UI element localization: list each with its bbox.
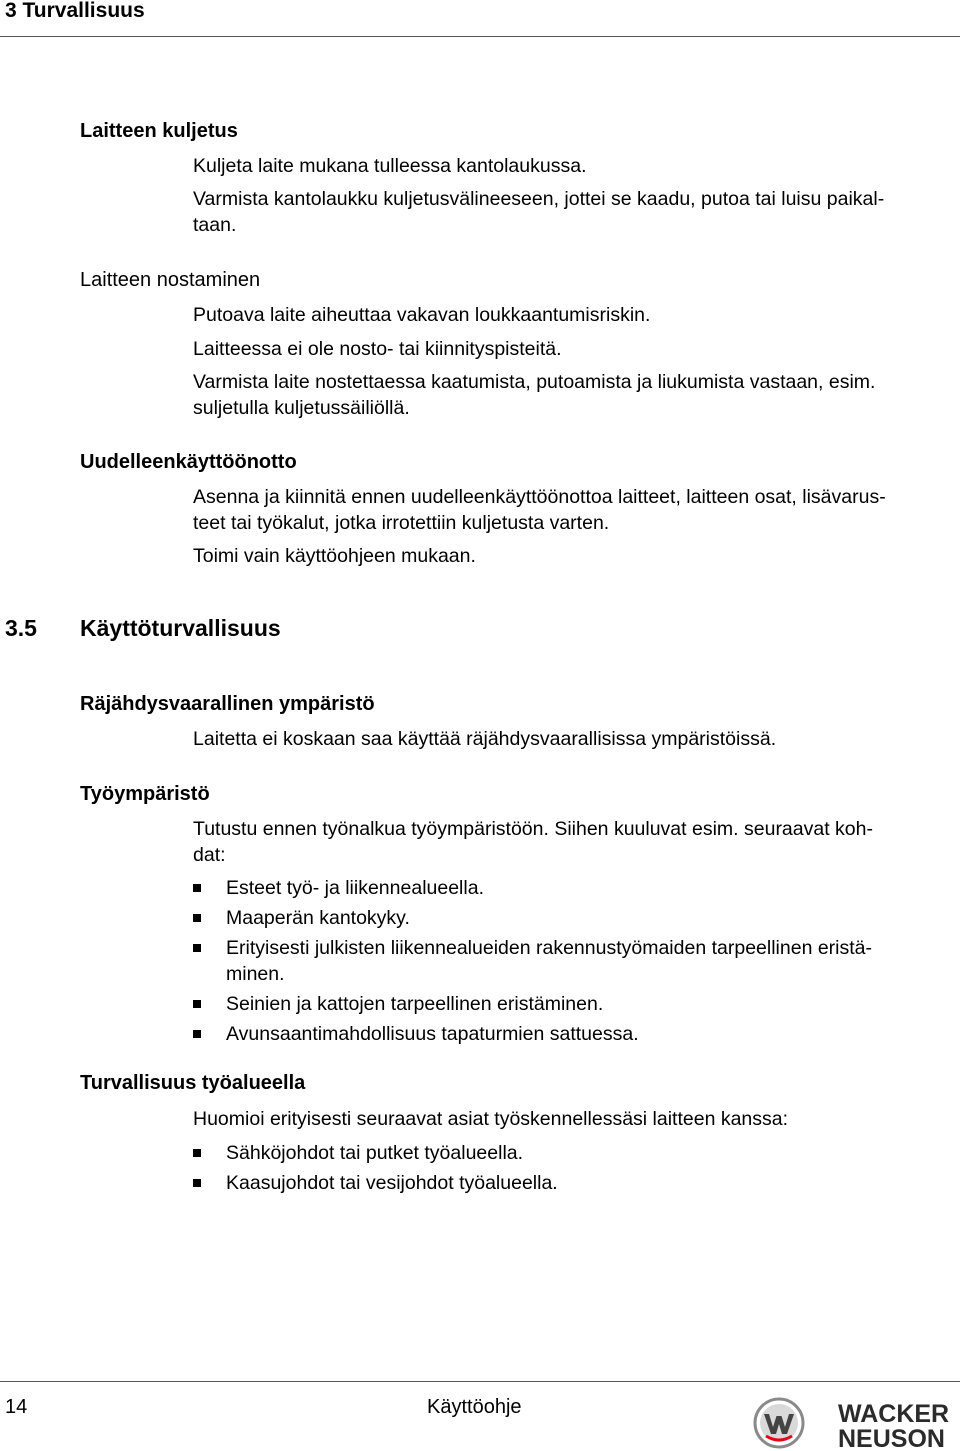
bullet-square-icon bbox=[193, 944, 201, 952]
bullet-square-icon bbox=[193, 1000, 201, 1008]
paragraph: Varmista laite nostettaessa kaatumista, putoamista ja liukumista vastaan, esim. bbox=[193, 371, 876, 393]
paragraph: Laitteessa ei ole nosto- tai kiinnityspisteitä. bbox=[193, 338, 562, 360]
heading-rajahdysvaarallinen-ymparisto: Räjähdysvaarallinen ympäristö bbox=[80, 693, 375, 715]
document-title: Käyttöohje bbox=[427, 1396, 522, 1418]
section-title: Käyttöturvallisuus bbox=[80, 615, 281, 641]
bullet-square-icon bbox=[193, 884, 201, 892]
heading-uudelleenkayttoonotto: Uudelleenkäyttöönotto bbox=[80, 451, 297, 473]
paragraph: Laitetta ei koskaan saa käyttää räjähdysvaarallisissa ympäristöissä. bbox=[193, 728, 777, 750]
paragraph: suljetulla kuljetussäiliöllä. bbox=[193, 397, 410, 419]
bullet-square-icon bbox=[193, 1179, 201, 1187]
logo-line-1: WACKER bbox=[838, 1400, 950, 1428]
logo-line-2: NEUSON bbox=[838, 1425, 945, 1451]
page-number: 14 bbox=[5, 1396, 28, 1418]
heading-laitteen-nostaminen: Laitteen nostaminen bbox=[80, 269, 261, 291]
paragraph: taan. bbox=[193, 214, 237, 236]
chapter-heading: 3 Turvallisuus bbox=[5, 0, 145, 22]
paragraph: teet tai työkalut, jotka irrotettiin kuljetusta varten. bbox=[193, 512, 610, 534]
heading-turvallisuus-tyoalueella: Turvallisuus työalueella bbox=[80, 1072, 306, 1094]
paragraph: Toimi vain käyttöohjeen mukaan. bbox=[193, 545, 476, 567]
section-number: 3.5 bbox=[5, 615, 37, 641]
paragraph: Asenna ja kiinnitä ennen uudelleenkäyttöönottoa laitteet, laitteen osat, lisävarus- bbox=[193, 486, 886, 508]
header-divider bbox=[0, 36, 960, 37]
heading-tyoymparisto: Työympäristö bbox=[80, 783, 210, 805]
paragraph: Kuljeta laite mukana tulleessa kantolaukussa. bbox=[193, 155, 587, 177]
footer-divider bbox=[0, 1381, 960, 1382]
logo-w-emblem-icon bbox=[755, 1399, 803, 1447]
bullet-square-icon bbox=[193, 1030, 201, 1038]
heading-laitteen-kuljetus: Laitteen kuljetus bbox=[80, 120, 238, 142]
wacker-neuson-logo bbox=[752, 1396, 960, 1451]
paragraph: Putoava laite aiheuttaa vakavan loukkaantumisriskin. bbox=[193, 304, 651, 326]
paragraph: Tutustu ennen työnalkua työympäristöön. Siihen kuuluvat esim. seuraavat koh- bbox=[193, 818, 873, 840]
bullet-square-icon bbox=[193, 914, 201, 922]
paragraph: Varmista kantolaukku kuljetusvälineeseen, jottei se kaadu, putoa tai luisu paikal- bbox=[193, 188, 885, 210]
paragraph: Huomioi erityisesti seuraavat asiat työskennellessäsi laitteen kanssa: bbox=[193, 1108, 789, 1130]
bullet-square-icon bbox=[193, 1149, 201, 1157]
paragraph: dat: bbox=[193, 844, 226, 866]
